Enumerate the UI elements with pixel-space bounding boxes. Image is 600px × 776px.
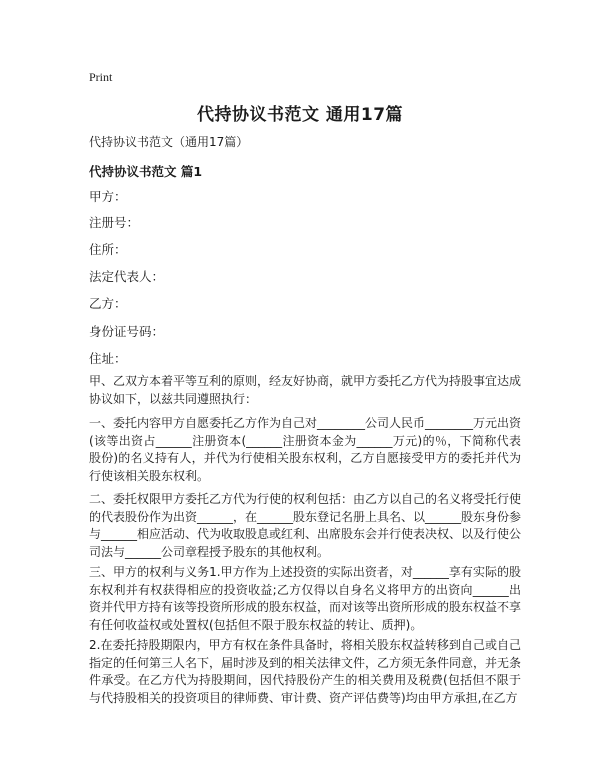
- paragraph-entrustment-content: 一、委托内容甲方自愿委托乙方作为自己对________公司人民币________万元出资(该等出资占______注册资本(______注册资本金为______万元)的％，下简称代表股份)的名义持有人，并代为行使相关股东权利，乙方自愿接受甲方的委托并代为行使该相关股东权利。: [89, 416, 522, 483]
- paragraph-preamble: 甲、乙双方本着平等互利的原则，经友好协商，就甲方委托乙方代为持股事宜达成协议如下，以兹共同遵照执行：: [89, 374, 522, 406]
- field-residence: 住址：: [89, 351, 127, 366]
- field-party-a: 甲方：: [89, 189, 127, 204]
- paragraph-party-a-rights: 三、甲方的权利与义务1.甲方作为上述投资的实际出资者，对______享有实际的股东权利并有权获得相应的投资收益;乙方仅得以自身名义将甲方的出资向______出资并代甲方持有该等投资所形成的股东权益，而对该等出资所形成的股东权益不享有任何收益权或处置权(包括但不限于股东权益的转让、质押)。: [89, 565, 522, 632]
- page-title: 代持协议书范文 通用17篇: [196, 105, 404, 125]
- section-heading: 代持协议书范文 篇1: [89, 164, 203, 179]
- field-registration-number: 注册号：: [89, 215, 140, 230]
- paragraph-holding-period: 2.在委托持股期限内，甲方有权在条件具备时，将相关股东权益转移到自己或自己指定的任何第三人名下，届时涉及到的相关法律文件，乙方须无条件同意，并无条件承受。在乙方代为持股期间，因代持股份产生的相关费用及税费(包括但不限于与代持股相关的投资项目的律师费、审计费、资产评估费等)均由甲方承担,在乙方: [89, 638, 522, 705]
- field-party-b: 乙方：: [89, 296, 127, 311]
- document-subtitle: 代持协议书范文（通用17篇）: [89, 135, 249, 149]
- field-id-number: 身份证号码：: [89, 324, 165, 339]
- paragraph-entrustment-scope: 二、委托权限甲方委托乙方代为行使的权利包括：由乙方以自己的名义将受托行使的代表股份作为出资______，在______股东登记名册上具名、以______股东身份参与______相应活动、代为收取股息或红利、出席股东会并行使表决权、以及行使公司法与______公司章程授予股东的其他权利。: [89, 492, 522, 559]
- field-legal-representative: 法定代表人：: [89, 269, 165, 284]
- print-label: Print: [89, 70, 113, 84]
- field-address: 住所：: [89, 242, 127, 257]
